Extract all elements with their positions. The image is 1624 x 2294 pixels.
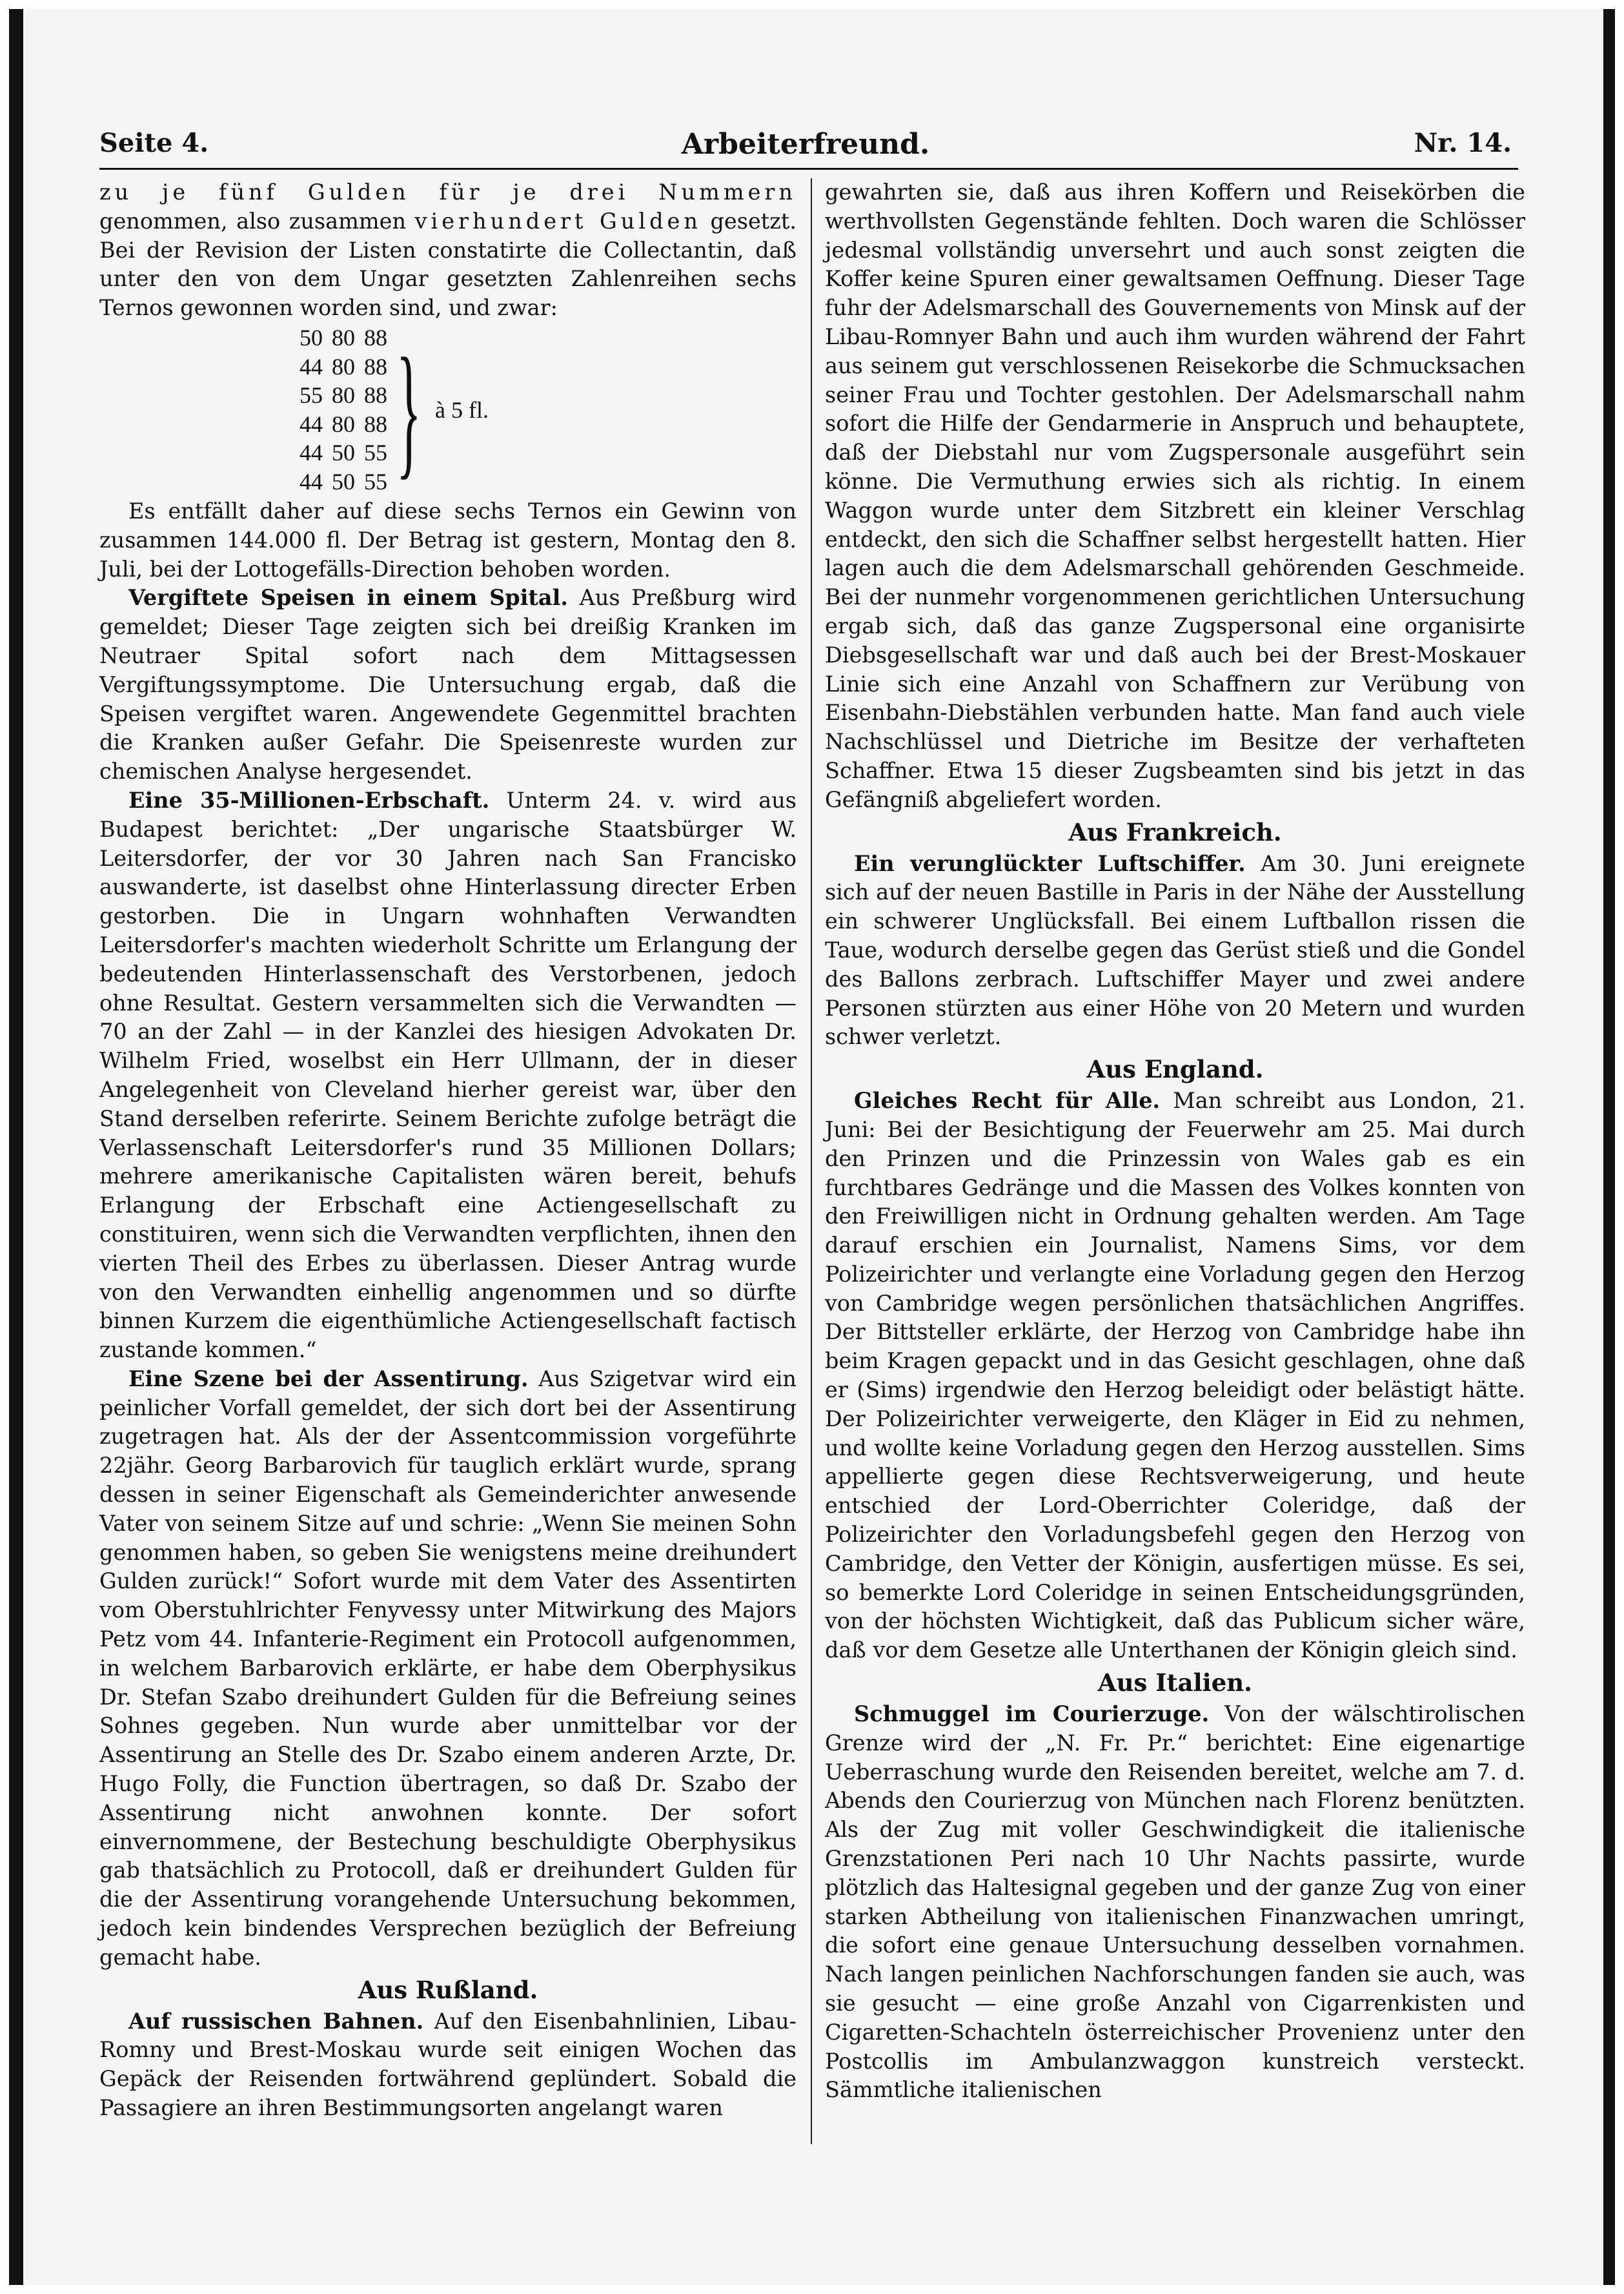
lotto-number: 50: [332, 468, 355, 495]
lotto-number: 88: [364, 382, 387, 409]
lotto-intro: [99, 178, 797, 323]
lotto-number: 55: [364, 468, 387, 495]
lotto-number: 44: [299, 411, 323, 437]
lotto-numbers: [299, 323, 797, 497]
spaced-text: zu je fünf Gulden für je drei Nummern: [99, 179, 797, 205]
lotto-row: [299, 353, 396, 382]
newspaper-title: Arbeiterfreund.: [681, 128, 930, 161]
right-column: [825, 178, 1525, 2105]
article-russische-bahnen: [99, 2007, 797, 2123]
lotto-number: 44: [299, 468, 323, 495]
lotto-table: [299, 323, 396, 496]
section-heading-italien: Aus Italien.: [1097, 1668, 1253, 1697]
lotto-row: [299, 467, 396, 497]
article-headline: Eine Szene bei der Assentirung.: [128, 1366, 529, 1391]
article-body: Aus Preßburg wird gemeldet; Dieser Tage zeigten sich bei dreißig Kranken im Neutraer Spital sofort nach dem Mittagsessen Vergiftungssymptome. Die Untersuchung ergab, daß die Speisen vergiftet waren. Angewendete Gegenmittel brachten die Kranken außer Gefahr. Die Speisenreste wurden zur chemischen Analyse hergesendet.: [99, 585, 797, 784]
article-erbschaft: [99, 786, 797, 1365]
article-gleiches-recht: [825, 1087, 1525, 1665]
issue-number: Nr. 14.: [1414, 128, 1512, 158]
header-rule: [99, 168, 1518, 170]
page-header: [99, 128, 1512, 167]
lotto-number: 88: [364, 325, 387, 351]
section-heading-frankreich: Aus Frankreich.: [1068, 817, 1282, 846]
lotto-number: 50: [299, 325, 323, 351]
lotto-number: 80: [332, 382, 355, 409]
lotto-row: [299, 323, 396, 353]
lotto-number: 80: [332, 353, 355, 380]
left-column: [99, 178, 797, 2123]
lotto-amount: à 5 fl.: [435, 396, 489, 423]
lotto-number: 88: [364, 353, 387, 380]
section-heading-england: Aus England.: [1086, 1055, 1264, 1084]
article-schmuggel: [825, 1700, 1525, 2105]
article-headline: Eine 35-Millionen-Erbschaft.: [128, 787, 490, 813]
body-text: genommen, also zusammen: [99, 208, 415, 234]
article-headline: Vergiftete Speisen in einem Spital.: [128, 585, 568, 611]
lotto-row: [299, 438, 396, 467]
article-body: Auf den Eisenbahnlinien, Libau-Romny und Brest-Moskau wurde seit einigen Wochen das Gepäck der Reisenden fortwährend geplündert. Sobald die Passagiere an ihren Bestimmungsorten angelangt waren: [99, 2008, 797, 2121]
article-body: Man schreibt aus London, 21. Juni: Bei der Besichtigung der Feuerwehr am 25. Mai durch den Prinzen und die Prinzessin von Wales gab es ein furchtbares Gedränge und die Massen des Volkes konnten von den Freiwilligen nicht in Ordnung gehalten werden. Am Tage darauf erschien ein Journalist, Namens Sims, vor dem Polizeirichter und verlangte eine Vorladung gegen den Herzog von Cambridge wegen persönlichen thatsächlichen Angriffes. Der Bittsteller erklärte, der Herzog von Cambridge habe ihn beim Kragen gepackt und in das Gesicht geschlagen, ohne daß er (Sims) irgendwie den Herzog beleidigt oder belästigt hätte. Der Polizeirichter verweigerte, den Kläger in Eid zu nehmen, und wollte keine Vorladung gegen den Herzog ausstellen. Sims appellierte gegen diese Rechtsverweigerung, und heute entschied der Lord-Oberrichter Coleridge, daß der Polizeirichter den Vorladungsbefehl gegen den Herzog von Cambridge, den Vetter der Königin, ausfertigen müsse. Es sei, so bemerkte Lord Coleridge in seinen Entscheidungsgründen, von der höchsten Wichtigkeit, daß das Publicum sicher wäre, daß vor dem Gesetze alle Unterthanen der Königin gleich sind.: [825, 1088, 1525, 1663]
body-text: gesetzt. Bei der Revision der Listen constatirte die Collectantin, daß unter den von dem Ungar gesetzten Zahlenreihen sechs Ternos gewonnen worden sind, und zwar:: [99, 208, 797, 321]
page-number: Seite 4.: [99, 128, 209, 158]
section-heading-russland: Aus Rußland.: [358, 1975, 538, 2004]
lotto-number: 44: [299, 353, 323, 380]
spaced-text: vierhundert Gulden: [414, 208, 702, 234]
article-assentirung: [99, 1365, 797, 1972]
article-headline: Gleiches Recht für Alle.: [854, 1088, 1161, 1114]
lotto-number: 88: [364, 411, 387, 437]
article-luftschiffer: [825, 850, 1525, 1052]
article-headline: Auf russischen Bahnen.: [128, 2008, 424, 2034]
lotto-row: [299, 410, 396, 439]
lotto-number: 50: [332, 440, 355, 466]
article-vergiftete-speisen: [99, 584, 797, 786]
column-divider: [811, 178, 812, 2144]
article-headline: Schmuggel im Courierzuge.: [854, 1701, 1210, 1727]
lotto-number: 80: [332, 325, 355, 351]
article-body: Am 30. Juni ereignete sich auf der neuen Bastille in Paris in der Nähe der Ausstellung ein schwerer Unglücksfall. Bei einem Luftballon rissen die Taue, wodurch derselbe gegen das Gerüst stieß und die Gondel des Ballons zerbrach. Luftschiffer Mayer und zwei andere Personen stürzten aus einer Höhe von 20 Metern und wurden schwer verletzt.: [825, 850, 1525, 1050]
lotto-row: [299, 381, 396, 410]
lotto-number: 55: [364, 440, 387, 466]
newspaper-page: [9, 9, 1615, 2285]
lotto-result: Es entfällt daher auf diese sechs Ternos ein Gewinn von zusammen 144.000 fl. Der Betrag ist gestern, Montag den 8. Juli, bei der Lottogefälls-Direction behoben worden.: [99, 498, 797, 582]
article-body: Von der wälschtirolischen Grenze wird der „N. Fr. Pr.“ berichtet: Eine eigenartige Ueberraschung wurde den Reisenden bereitet, welche am 7. d. Abends den Courierzug von München nach Florenz benützten. Als der Zug mit voller Geschwindigkeit die italienische Grenzstationen Peri nach 10 Uhr Nachts passirte, wurde plötzlich das Haltesignal gegeben und der ganze Zug von einer starken Abtheilung von italienischen Finanzwachen umringt, die sofort eine genaue Untersuchung desselben vornahmen. Nach langen peinlichen Nachforschungen fanden sie auch, was sie gesucht — eine große Anzahl von Cigarrenkisten und Cigaretten-Schachteln österreichischer Provenienz unter den Postcollis im Ambulanzwaggon kunstreich versteckt. Sämmtliche italienischen: [825, 1701, 1525, 2103]
lotto-number: 55: [299, 382, 323, 409]
article-body: Unterm 24. v. wird aus Budapest berichtet: „Der ungarische Staatsbürger W. Leitersdorfer, der vor 30 Jahren nach San Francisko auswanderte, ist daselbst ohne Hinterlassung directer Erben gestorben. Die in Ungarn wohnhaften Verwandten Leitersdorfer's machten wiederholt Schritte um Erlangung der bedeutenden Hinterlassenschaft des Verstorbenen, jedoch ohne Resultat. Gestern versammelten sich die Verwandten — 70 an der Zahl — in der Kanzlei des hiesigen Advokaten Dr. Wilhelm Fried, woselbst ein Herr Ullmann, der in dieser Angelegenheit von Cleveland hierher gereist war, über den Stand derselben referirte. Seinem Berichte zufolge beträgt die Verlassenschaft Leitersdorfer's rund 35 Millionen Dollars; mehrere amerikanische Capitalisten wären bereit, behufs Erlangung der Erbschaft eine Actiengesellschaft zu constituiren, wenn sich die Verwandten verpflichten, ihnen den vierten Theil des Erbes zu überlassen. Dieser Antrag wurde von den Verwandten einhellig angenommen und so dürfte binnen Kurzem die eigenthümliche Actiengesellschaft factisch zustande kommen.“: [99, 787, 797, 1363]
article-russische-bahnen-continued: gewahrten sie, daß aus ihren Koffern und Reisekörben die werthvollsten Gegenstände fehlten. Doch waren die Schlösser jedesmal vollständig unversehrt und auch sonst zeigten die Koffer keine Spuren einer gewaltsamen Oeffnung. Dieser Tage fuhr der Adelsmarschall des Gouvernements von Minsk auf der Libau-Romnyer Bahn und auch ihm wurden während der Fahrt aus seinem gut verschlossenen Reisekorbe die Schmucksachen seiner Frau und Tochter gestohlen. Der Adelsmarschall nahm sofort die Hilfe der Gendarmerie in Anspruch und behauptete, daß der Diebstahl nur vom Zugspersonale ausgeführt sein könne. Die Vermuthung erwies sich als richtig. In einem Waggon wurde unter dem Sitzbrett ein kleiner Verschlag entdeckt, den sich die Schaffner selbst hergestellt hatten. Hier lagen auch die dem Adelsmarschall gehörenden Geschmeide. Bei der nunmehr vorgenommenen gerichtlichen Untersuchung ergab sich, daß das ganze Zugspersonal eine organisirte Diebsgesellschaft war und daß auch bei der Brest-Moskauer Linie sich eine Anzahl von Schaffnern zur Verübung von Eisenbahn-Diebstählen verbunden hatte. Man fand auch viele Nachschlüssel und Dietriche im Besitze der verhafteten Schaffner. Etwa 15 dieser Zugsbeamten sind bis jetzt in das Gefängniß abgeliefert worden.: [825, 179, 1525, 812]
lotto-number: 80: [332, 411, 355, 437]
lotto-number: 44: [299, 440, 323, 466]
article-headline: Ein verunglückter Luftschiffer.: [854, 850, 1246, 876]
article-body: Aus Szigetvar wird ein peinlicher Vorfall gemeldet, der sich dort bei der Assentirung zugetragen hat. Als der der Assentcommission vorgeführte 22jähr. Georg Barbarovich für tauglich erklärt wurde, sprang dessen in seiner Eigenschaft als Gemeinderichter anwesende Vater von seinem Sitze auf und schrie: „Wenn Sie meinen Sohn genommen haben, so geben Sie wenigstens meine dreihundert Gulden zurück!“ Sofort wurde mit dem Vater des Assentirten vom Oberstuhlrichter Fenyvessy unter Mitwirkung des Majors Petz vom 44. Infanterie-Regiment ein Protocoll aufgenommen, in welchem Barbarovich erklärte, er habe dem Oberphysikus Dr. Stefan Szabo dreihundert Gulden für die Befreiung seines Sohnes gegeben. Nun wurde aber unmittelbar vor der Assentirung an Stelle des Dr. Szabo einem anderen Arzte, Dr. Hugo Folly, die Function übertragen, so daß Dr. Szabo der Assentirung nicht anwohnen konnte. Der sofort einvernommene, der Bestechung beschuldigte Oberphysikus gab thatsächlich zu Protocoll, daß er dreihundert Gulden für die der Assentirung vorangehende Untersuchung bekommen, jedoch kein bindendes Versprechen bezüglich der Befreiung gemacht habe.: [99, 1366, 797, 1970]
brace-symbol: }: [396, 327, 421, 492]
